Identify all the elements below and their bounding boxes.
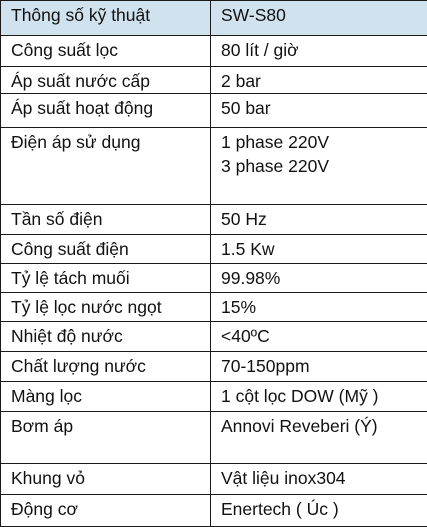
row-label: Áp suất hoạt động: [1, 94, 211, 128]
table-row: [1, 66, 427, 94]
table-row: [1, 94, 427, 128]
row-label: Khung vỏ: [1, 464, 211, 495]
row-label: Công suất lọc: [1, 35, 211, 66]
table-row: [1, 495, 427, 527]
table-row: [1, 128, 427, 205]
table-row: [1, 234, 427, 264]
table-row: [1, 321, 427, 351]
row-value: 99.98%: [211, 264, 427, 293]
row-value-multiline: [211, 128, 427, 205]
table-row: [1, 264, 427, 293]
row-label: Tỷ lệ lọc nước ngọt: [1, 293, 211, 322]
row-value: Annovi Reveberi (Ý): [211, 412, 427, 464]
row-value: 15%: [211, 293, 427, 322]
row-value: 50 bar: [211, 94, 427, 128]
row-value: Enertech ( Úc ): [211, 495, 427, 527]
row-value: 80 lít / giờ: [211, 35, 427, 66]
header-model: SW-S80: [211, 1, 427, 36]
row-label: Tỷ lệ tách muối: [1, 264, 211, 293]
row-label: Điện áp sử dụng: [1, 128, 211, 205]
table-header-row: [1, 1, 427, 36]
table-row: [1, 412, 427, 464]
row-value-line-1: 1 phase 220V: [221, 132, 330, 153]
row-label: Nhiệt độ nước: [1, 321, 211, 351]
table-row: [1, 293, 427, 322]
table-row: [1, 205, 427, 235]
row-value: 1 cột lọc DOW (Mỹ ): [211, 382, 427, 412]
row-value-line-2: 3 phase 220V: [221, 156, 330, 177]
table-row: [1, 464, 427, 495]
row-label: Tần số điện: [1, 205, 211, 235]
row-value: Vật liệu inox304: [211, 464, 427, 495]
row-value: 2 bar: [211, 66, 427, 94]
row-value: <40ºC: [211, 321, 427, 351]
table-row: [1, 35, 427, 66]
table-row: [1, 351, 427, 382]
row-label: Động cơ: [1, 495, 211, 527]
row-label: Công suất điện: [1, 234, 211, 264]
header-label: Thông số kỹ thuật: [1, 1, 211, 36]
row-label: Áp suất nước cấp: [1, 66, 211, 94]
row-value: 50 Hz: [211, 205, 427, 235]
row-value: 70-150ppm: [211, 351, 427, 382]
row-label: Chất lượng nước: [1, 351, 211, 382]
table-row: [1, 382, 427, 412]
row-label: Màng lọc: [1, 382, 211, 412]
row-label: Bơm áp: [1, 412, 211, 464]
row-value: 1.5 Kw: [211, 234, 427, 264]
